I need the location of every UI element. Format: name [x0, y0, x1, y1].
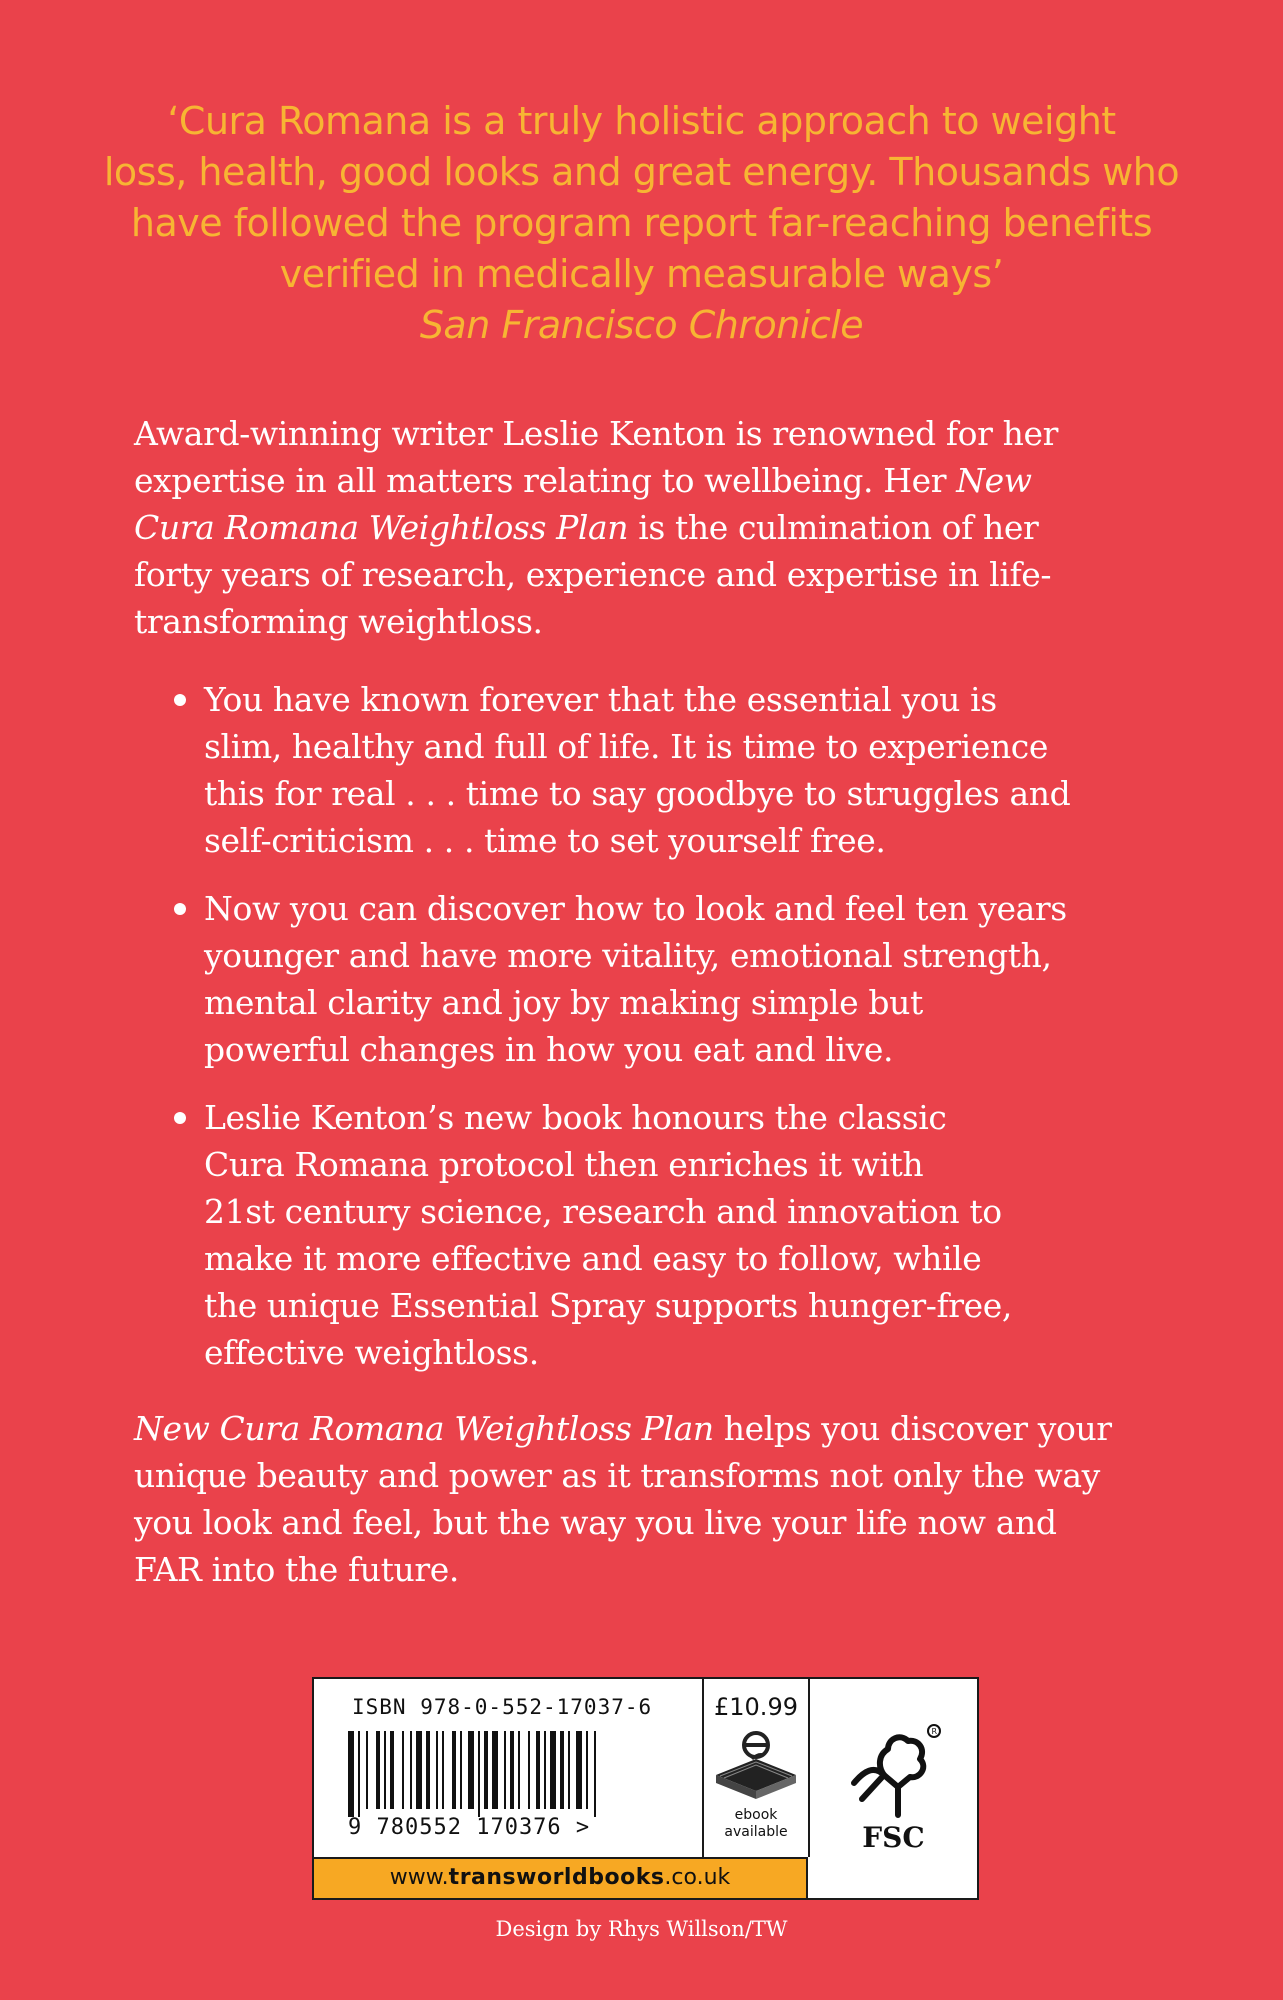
- barcode-bar: [484, 1731, 488, 1809]
- book-title-italic: New: [956, 461, 1032, 500]
- bullet-line: younger and have more vitality, emotional strength,: [204, 936, 1052, 975]
- barcode-bar: [426, 1731, 430, 1809]
- bullet-line: make it more effective and easy to follow, while: [204, 1239, 982, 1278]
- barcode-bar: [384, 1731, 386, 1809]
- intro-line: forty years of research, experience and expertise in life-: [134, 555, 1052, 594]
- intro-line: [134, 457, 1174, 504]
- intro-line: transforming weightloss.: [134, 602, 543, 641]
- barcode-bar: [442, 1731, 444, 1809]
- quote-line: loss, health, good looks and great energy. Thousands who: [103, 150, 1180, 194]
- barcode-bar: [568, 1731, 570, 1809]
- intro-paragraph: [134, 410, 1174, 645]
- barcode-bar: [366, 1731, 368, 1809]
- barcode-bar: [402, 1731, 404, 1809]
- intro-text: is the culmination of her: [628, 508, 1039, 547]
- bullet-item: [172, 1094, 1172, 1376]
- fsc-cell: [810, 1679, 977, 1898]
- bullet-line: slim, healthy and full of life. It is time to experience: [204, 727, 1049, 766]
- bullet-line: effective weightloss.: [204, 1333, 539, 1372]
- outro-text: helps you discover your: [713, 1409, 1112, 1448]
- url-prefix: www.: [389, 1865, 449, 1890]
- intro-text: expertise in all matters relating to wellbeing. Her: [134, 461, 957, 500]
- barcode-bar: [560, 1731, 564, 1809]
- book-title-italic: Cura Romana Weightloss Plan: [134, 508, 629, 547]
- bullet-dot-icon: [174, 694, 186, 706]
- barcode-panel: [312, 1677, 979, 1900]
- bullet-dot-icon: [174, 1112, 186, 1124]
- barcode-bar: [586, 1731, 588, 1809]
- fsc-tree-icon: [844, 1719, 944, 1819]
- ebook-icon: [712, 1729, 800, 1803]
- closing-paragraph: [134, 1405, 1174, 1593]
- ebook-line: ebook: [734, 1807, 778, 1823]
- bullet-line: 21st century science, research and innovation to: [204, 1192, 1002, 1231]
- quote-source: San Francisco Chronicle: [419, 303, 864, 347]
- pull-quote: [80, 96, 1203, 351]
- barcode-bar: [460, 1731, 462, 1809]
- bullet-item: [172, 676, 1172, 864]
- barcode-bar: [348, 1731, 354, 1817]
- barcode-bar: [518, 1731, 520, 1809]
- design-credit: Design by Rhys Willson/TW: [495, 1917, 788, 1941]
- ebook-line: available: [724, 1824, 788, 1840]
- bullet-line: You have known forever that the essential you is: [204, 680, 997, 719]
- outro-line: you look and feel, but the way you live your life now and: [134, 1503, 1057, 1542]
- barcode: [346, 1731, 666, 1817]
- bullet-item: [172, 885, 1172, 1073]
- bullet-line: the unique Essential Spray supports hunger-free,: [204, 1286, 1013, 1325]
- bullet-line: Leslie Kenton’s new book honours the classic: [204, 1098, 947, 1137]
- barcode-bar: [390, 1731, 394, 1809]
- barcode-bar: [544, 1731, 546, 1809]
- bullet-line: Now you can discover how to look and feel ten years: [204, 889, 1067, 928]
- outro-line: FAR into the future.: [134, 1550, 459, 1589]
- barcode-bar: [536, 1731, 540, 1809]
- outro-line: [134, 1405, 1174, 1452]
- price-cell: [704, 1679, 810, 1857]
- barcode-bar: [594, 1731, 596, 1817]
- barcode-bar: [452, 1731, 456, 1809]
- barcode-bar: [468, 1731, 474, 1809]
- bullet-line: powerful changes in how you eat and live.: [204, 1030, 894, 1069]
- barcode-bar: [492, 1731, 498, 1809]
- barcode-bar: [510, 1731, 514, 1809]
- bullet-line: this for real . . . time to say goodbye to struggles and: [204, 774, 1071, 813]
- isbn-label: ISBN 978-0-552-17037-6: [352, 1695, 653, 1719]
- barcode-bar: [436, 1731, 438, 1809]
- barcode-bar: [410, 1731, 412, 1809]
- url-suffix: .co.uk: [664, 1865, 731, 1890]
- outro-line: unique beauty and power as it transforms not only the way: [134, 1456, 1100, 1495]
- intro-line: Award-winning writer Leslie Kenton is renowned for her: [134, 414, 1058, 453]
- barcode-bar: [358, 1731, 360, 1817]
- intro-line: [134, 504, 1174, 551]
- publisher-url[interactable]: [314, 1857, 808, 1898]
- url-domain: transworldbooks: [448, 1865, 665, 1890]
- barcode-digits: 9 780552 170376 >: [348, 1815, 591, 1840]
- quote-line: verified in medically measurable ways’: [279, 252, 1004, 296]
- quote-line: have followed the program report far-reaching benefits: [130, 201, 1153, 245]
- bullet-line: Cura Romana protocol then enriches it with: [204, 1145, 924, 1184]
- barcode-bar: [478, 1731, 480, 1817]
- barcode-bar: [528, 1731, 530, 1809]
- fsc-label: FSC: [862, 1821, 925, 1854]
- book-title-italic: New Cura Romana Weightloss Plan: [134, 1409, 714, 1448]
- barcode-bar: [550, 1731, 556, 1809]
- bullet-dot-icon: [174, 903, 186, 915]
- barcode-bar: [416, 1731, 422, 1809]
- barcode-bar: [504, 1731, 506, 1809]
- bullet-line: self-criticism . . . time to set yourself free.: [204, 821, 886, 860]
- svg-text:R: R: [931, 1727, 938, 1736]
- quote-line: ‘Cura Romana is a truly holistic approach to weight: [167, 99, 1116, 143]
- barcode-cell: [314, 1679, 704, 1857]
- barcode-bar: [576, 1731, 582, 1809]
- bullet-line: mental clarity and joy by making simple but: [204, 983, 923, 1022]
- bullet-list: [172, 676, 1172, 1397]
- ebook-label: [716, 1807, 796, 1841]
- barcode-bar: [376, 1731, 380, 1809]
- price: £10.99: [714, 1693, 798, 1721]
